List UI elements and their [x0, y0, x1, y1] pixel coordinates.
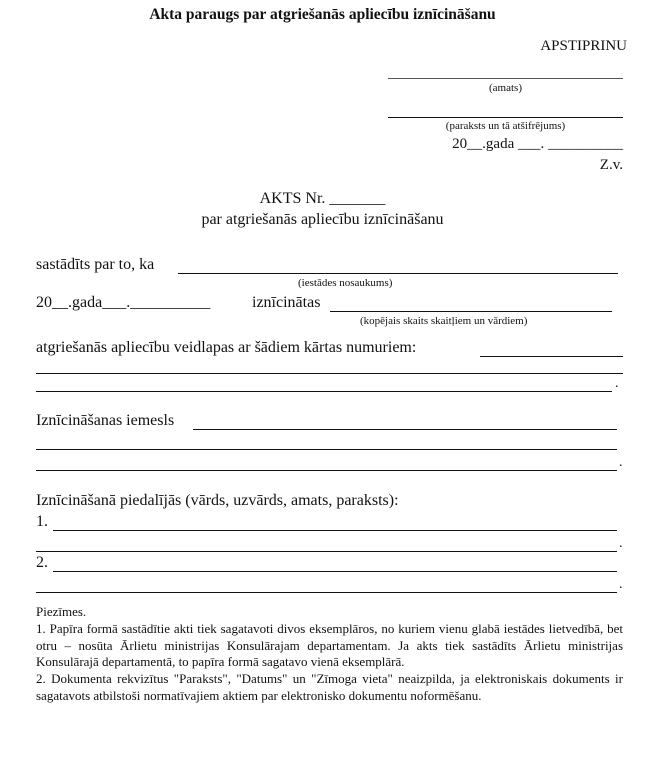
approval-date: 20__.gada ___. __________ — [452, 136, 623, 152]
participants-label: Iznīcināšanā piedalījās (vārds, uzvārds, amats, paraksts): — [36, 492, 399, 509]
count-line — [330, 311, 612, 312]
participant-2-line-1 — [53, 571, 617, 572]
note-1: 1. Papīra formā sastādītie akti tiek sagatavoti divos eksemplāros, no kuriem vienu glabā iestādes lietvedībā, bet otru – nosūta Ārlietu ministrijas Konsulārajam departamentam. Ja akts tiek sastādīts Ārlietu ministrijas Konsulārajā departamentā, to papīra formā sagatavo vienā eksemplārā. — [36, 620, 623, 670]
notes-section — [36, 604, 623, 705]
reason-line-2 — [36, 449, 617, 450]
destroyed-label: iznīcinātas — [252, 294, 321, 311]
note-2: 2. Dokumenta rekvizītus "Paraksts", "Datums" un "Zīmoga vieta" neaizpilda, ja elektroniskais dokuments ir sagatavots atbilstoši normatīvajiem aktiem par elektronisko dokumentu noformēšanu. — [36, 671, 623, 703]
position-caption: (amats) — [489, 82, 522, 94]
participant-2-number: 2. — [36, 554, 48, 571]
act-subheading: par atgriešanās apliecību iznīcināšanu — [201, 211, 444, 228]
institution-caption: (iestādes nosaukums) — [298, 277, 393, 289]
reason-line-1 — [193, 429, 617, 430]
approval-heading: APSTIPRINU — [540, 38, 627, 54]
participant-1-line-2 — [36, 551, 617, 552]
reason-line-3 — [36, 470, 617, 471]
count-caption: (kopējais skaits skaitļiem un vārdiem) — [360, 315, 528, 327]
forms-period: . — [615, 376, 619, 391]
institution-line — [178, 273, 618, 274]
forms-line-2 — [36, 373, 623, 374]
participant-2-period: . — [619, 577, 623, 592]
notes-heading: Piezīmes. — [36, 604, 87, 619]
document-title: Akta paraugs par atgriešanās apliecību iznīcināšanu — [149, 6, 496, 23]
destroy-date: 20__.gada___.__________ — [36, 294, 211, 311]
seal-place: Z.v. — [599, 157, 623, 173]
participant-2-line-2 — [36, 592, 617, 593]
reason-label: Iznīcināšanas iemesls — [36, 412, 175, 429]
forms-label: atgriešanās apliecību veidlapas ar šādiem kārtas numuriem: — [36, 339, 417, 356]
participant-1-line-1 — [53, 530, 617, 531]
act-heading: AKTS Nr. _______ — [259, 190, 386, 207]
reason-period: . — [619, 455, 623, 470]
forms-line-inline — [480, 356, 623, 357]
signature-line — [388, 117, 623, 118]
forms-line-3 — [36, 391, 612, 392]
signature-caption: (paraksts un tā atšifrējums) — [445, 120, 566, 132]
participant-1-period: . — [619, 536, 623, 551]
position-line — [388, 78, 623, 79]
participant-1-number: 1. — [36, 513, 48, 530]
composed-label: sastādīts par to, ka — [36, 256, 155, 273]
